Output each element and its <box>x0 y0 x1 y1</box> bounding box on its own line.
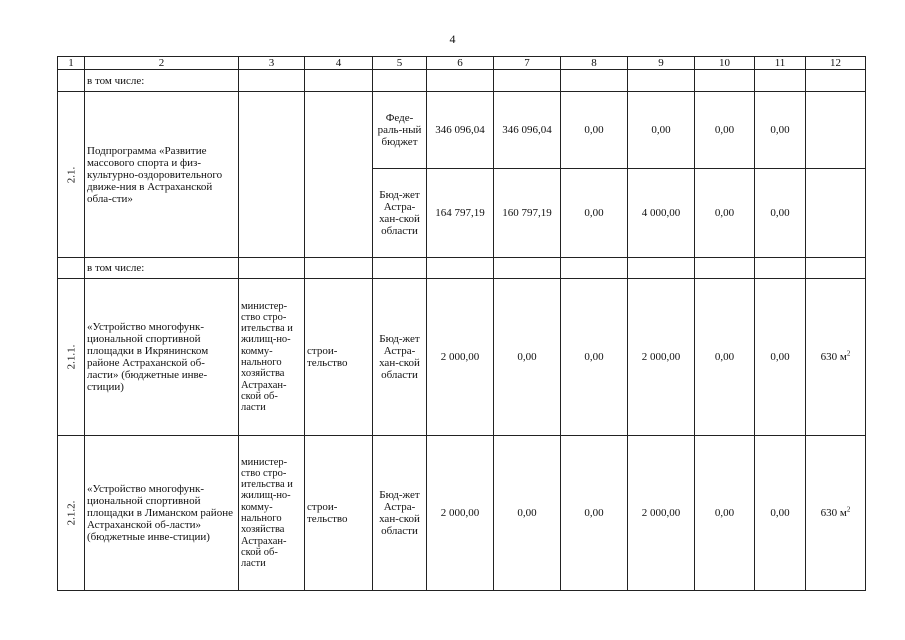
header-row <box>58 57 866 70</box>
cell-value: 0,00 <box>755 169 806 258</box>
expense-type: строи-тельство <box>305 279 373 436</box>
table-row <box>58 436 866 591</box>
executor: министер-ство стро-ительства и жилищ-но-комму-нального хозяйства Астрахан-ской об-ласти <box>239 436 305 591</box>
measure-name: «Устройство многофунк-циональной спортивной площадки в Лиманском районе Астраханской об-ласти» (бюджетные инве-стиции) <box>85 436 239 591</box>
cell-value: 0,00 <box>695 279 755 436</box>
table-row <box>58 92 866 169</box>
measure-name: «Устройство многофунк-циональной спортивной площадки в Икрянинском районе Астраханской об-ласти» (бюджетные инве-стиции) <box>85 279 239 436</box>
cell-value: 0,00 <box>755 436 806 591</box>
col-header: 2 <box>85 57 239 70</box>
area-value: 630 $м^2$ <box>806 436 866 591</box>
cell-value: 2 000,00 <box>628 436 695 591</box>
executor: министер-ство стро-ительства и жилищ-но-комму-нального хозяйства Астрахан-ской об-ласти <box>239 279 305 436</box>
col-header: 4 <box>305 57 373 70</box>
including-label: в том числе: <box>85 70 239 92</box>
cell-value: 0,00 <box>494 279 561 436</box>
row-number: 2.1.2. <box>58 436 85 591</box>
including-row <box>58 258 866 279</box>
cell-value: 346 096,04 <box>427 92 494 169</box>
cell-value: 2 000,00 <box>628 279 695 436</box>
cell-value: 0,00 <box>695 92 755 169</box>
cell-value: 2 000,00 <box>427 279 494 436</box>
cell-value: 0,00 <box>695 169 755 258</box>
expense-type: строи-тельство <box>305 436 373 591</box>
cell-value: 0,00 <box>695 436 755 591</box>
cell-value: 4 000,00 <box>628 169 695 258</box>
program-table <box>57 56 866 591</box>
col-header: 6 <box>427 57 494 70</box>
funding-source: Феде-раль-ный бюджет <box>373 92 427 169</box>
cell-value: 0,00 <box>494 436 561 591</box>
subprogram-name: Подпрограмма «Развитие массового спорта и физ-культурно-оздоровительного движе-ния в Астраханской обла-сти» <box>85 92 239 258</box>
col-header: 5 <box>373 57 427 70</box>
cell-value: 0,00 <box>561 169 628 258</box>
cell-value: 0,00 <box>561 92 628 169</box>
cell-value: 0,00 <box>755 279 806 436</box>
cell-value: 0,00 <box>628 92 695 169</box>
funding-source: Бюд-жет Астра-хан-ской области <box>373 279 427 436</box>
col-header: 12 <box>806 57 866 70</box>
col-header: 9 <box>628 57 695 70</box>
col-header: 10 <box>695 57 755 70</box>
page-number: 4 <box>449 32 456 46</box>
col-header: 7 <box>494 57 561 70</box>
cell-value: 0,00 <box>755 92 806 169</box>
cell-value: 0,00 <box>561 436 628 591</box>
cell-value: 346 096,04 <box>494 92 561 169</box>
row-number: 2.1.1. <box>58 279 85 436</box>
col-header: 11 <box>755 57 806 70</box>
col-header: 8 <box>561 57 628 70</box>
cell-value: 160 797,19 <box>494 169 561 258</box>
cell-value: 164 797,19 <box>427 169 494 258</box>
including-label: в том числе: <box>85 258 239 279</box>
row-number: 2.1. <box>58 92 85 258</box>
col-header: 1 <box>58 57 85 70</box>
table-row <box>58 279 866 436</box>
area-value: 630 $м^2$ <box>806 279 866 436</box>
funding-source: Бюд-жет Астра-хан-ской области <box>373 436 427 591</box>
funding-source: Бюд-жет Астра-хан-ской области <box>373 169 427 258</box>
including-row <box>58 70 866 92</box>
cell-value: 0,00 <box>561 279 628 436</box>
col-header: 3 <box>239 57 305 70</box>
cell-value: 2 000,00 <box>427 436 494 591</box>
